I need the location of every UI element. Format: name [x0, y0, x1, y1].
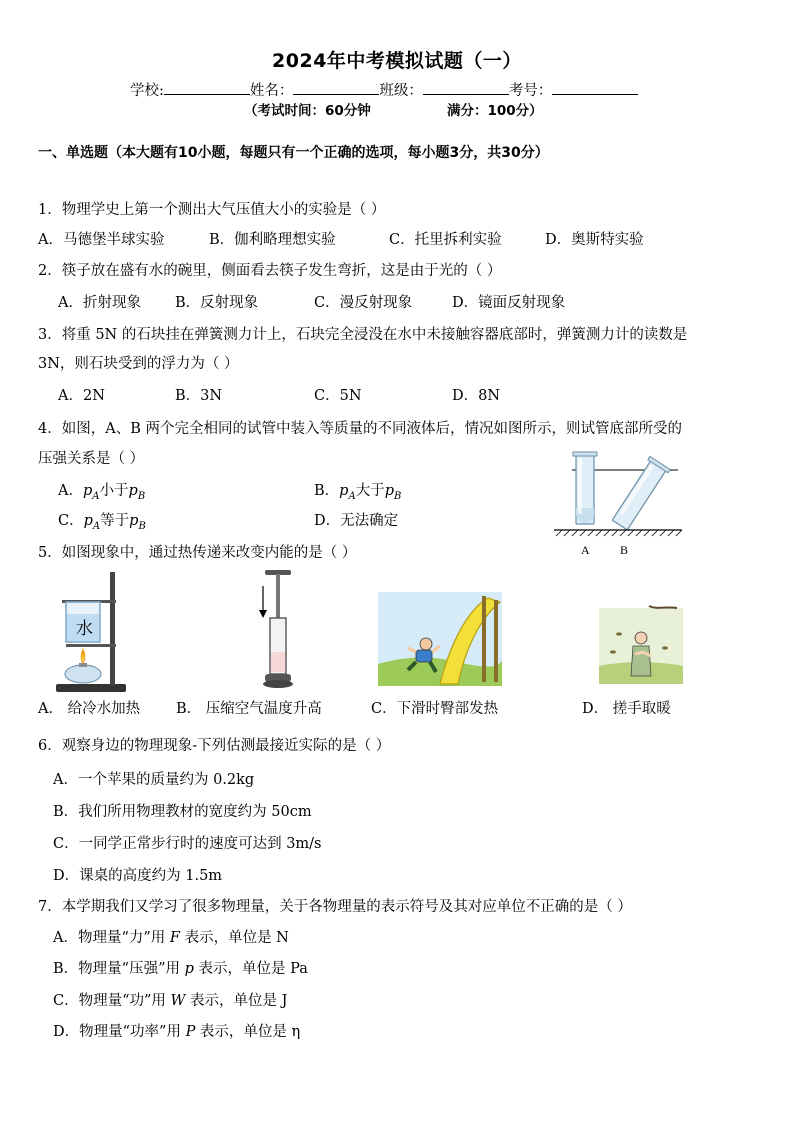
name-label: 姓名： [249, 83, 294, 99]
section-heading: 一、单选题（本大题有10小题，每题只有一个正确的选项，每小题3分，共30分） [38, 145, 549, 161]
score-info: 满分：100分） [447, 103, 543, 119]
q6-option-d[interactable]: D．课桌的高度约为 1.5m [53, 868, 223, 884]
slide-image [378, 592, 502, 686]
q5-stem: 5．如图现象中，通过热传递来改变内能的是（ ） [38, 545, 357, 561]
q2-option-d[interactable]: D．镜面反射现象 [452, 295, 566, 311]
q3-option-d[interactable]: D．8N [452, 388, 501, 404]
q3-stem-line2: 3N，则石块受到的浮力为（ ） [38, 356, 239, 372]
rubbing-hands-image [599, 604, 683, 684]
heating-water-image [52, 570, 132, 694]
ground-hatching [556, 530, 682, 536]
q2-stem: 2．筷子放在盛有水的碗里，侧面看去筷子发生弯折，这是由于光的（ ） [38, 263, 502, 279]
q3-option-c[interactable]: C．5N [314, 388, 362, 404]
stand-base [56, 684, 126, 692]
q1-option-b[interactable]: B．伽利略理想实验 [209, 232, 336, 248]
q3-stem-line1: 3．将重 5N 的石块挂在弹簧测力计上，石块完全浸没在水中未接触容器底部时，弹簧测力计的读数是 [38, 327, 688, 343]
class-blank[interactable] [423, 80, 509, 95]
q1-option-d[interactable]: D．奥斯特实验 [545, 232, 644, 248]
figure-label-a: A [581, 543, 590, 557]
q4-option-d[interactable]: D．无法确定 [314, 513, 399, 529]
q5-option-a[interactable]: A． 给冷水加热 [38, 701, 141, 717]
q4-option-b[interactable]: B．$p_A$大于$p_B$ [314, 483, 402, 502]
q6-stem: 6．观察身边的物理现象-下列估测最接近实际的是（ ） [38, 738, 391, 754]
q1-stem: 1．物理学史上第一个测出大气压值大小的实验是（ ） [38, 202, 386, 218]
q2-option-c[interactable]: C．漫反射现象 [314, 295, 413, 311]
water-label: 水 [76, 619, 93, 639]
q5-option-b[interactable]: B． 压缩空气温度升高 [176, 701, 322, 717]
q6-option-a[interactable]: A．一个苹果的质量约为 0.2kg [53, 772, 255, 788]
compress-air-image [255, 568, 295, 692]
test-tube-b [610, 456, 670, 531]
number-blank[interactable] [552, 80, 638, 95]
q1-option-c[interactable]: C．托里拆利实验 [389, 232, 502, 248]
test-tube-a [573, 452, 597, 524]
q3-option-a[interactable]: A．2N [58, 388, 105, 404]
page-title: 2024年中考模拟试题（一） [272, 50, 522, 72]
q5-option-d[interactable]: D． 搓手取暖 [582, 701, 671, 717]
q7-option-b[interactable]: B．物理量“压强”用 p 表示，单位是 Pa [53, 961, 308, 977]
q2-option-b[interactable]: B．反射现象 [175, 295, 259, 311]
number-label: 考号： [508, 83, 553, 99]
test-tubes-figure [548, 448, 688, 558]
q5-option-c[interactable]: C．下滑时臀部发热 [371, 701, 499, 717]
q7-option-c[interactable]: C．物理量“功”用 W 表示，单位是 J [53, 993, 288, 1009]
student-info-line [130, 80, 638, 101]
q4-stem-line2: 压强关系是（ ） [38, 451, 145, 467]
q7-option-d[interactable]: D．物理量“功率”用 P 表示，单位是 η [53, 1024, 301, 1040]
school-label: 学校: [130, 83, 164, 99]
class-label: 班级： [379, 83, 423, 99]
alcohol-lamp [65, 665, 101, 683]
q1-option-a[interactable]: A．马德堡半球实验 [38, 232, 165, 248]
q3-option-b[interactable]: B．3N [175, 388, 223, 404]
time-info: （考试时间：60分钟 [244, 103, 371, 119]
q6-option-c[interactable]: C．一同学正常步行时的速度可达到 3m/s [53, 836, 322, 852]
stand-rod [110, 572, 115, 686]
q4-option-a[interactable]: A．$p_A$小于$p_B$ [58, 483, 146, 502]
q6-option-b[interactable]: B．我们所用物理教材的宽度约为 50cm [53, 804, 312, 820]
q7-stem: 7．本学期我们又学习了很多物理量，关于各物理量的表示符号及其对应单位不正确的是（ ） [38, 899, 632, 915]
name-blank[interactable] [293, 80, 379, 95]
figure-label-b: B [620, 543, 629, 557]
school-blank[interactable] [164, 80, 250, 95]
q4-option-c[interactable]: C．$p_A$等于$p_B$ [58, 513, 146, 532]
q4-stem-line1: 4．如图，A、B 两个完全相同的试管中装入等质量的不同液体后，情况如图所示，则试管底部所受的 [38, 421, 682, 437]
tree-branch [649, 606, 677, 608]
q2-option-a[interactable]: A．折射现象 [58, 295, 141, 311]
q7-option-a[interactable]: A．物理量“力”用 F 表示，单位是 N [53, 930, 289, 946]
